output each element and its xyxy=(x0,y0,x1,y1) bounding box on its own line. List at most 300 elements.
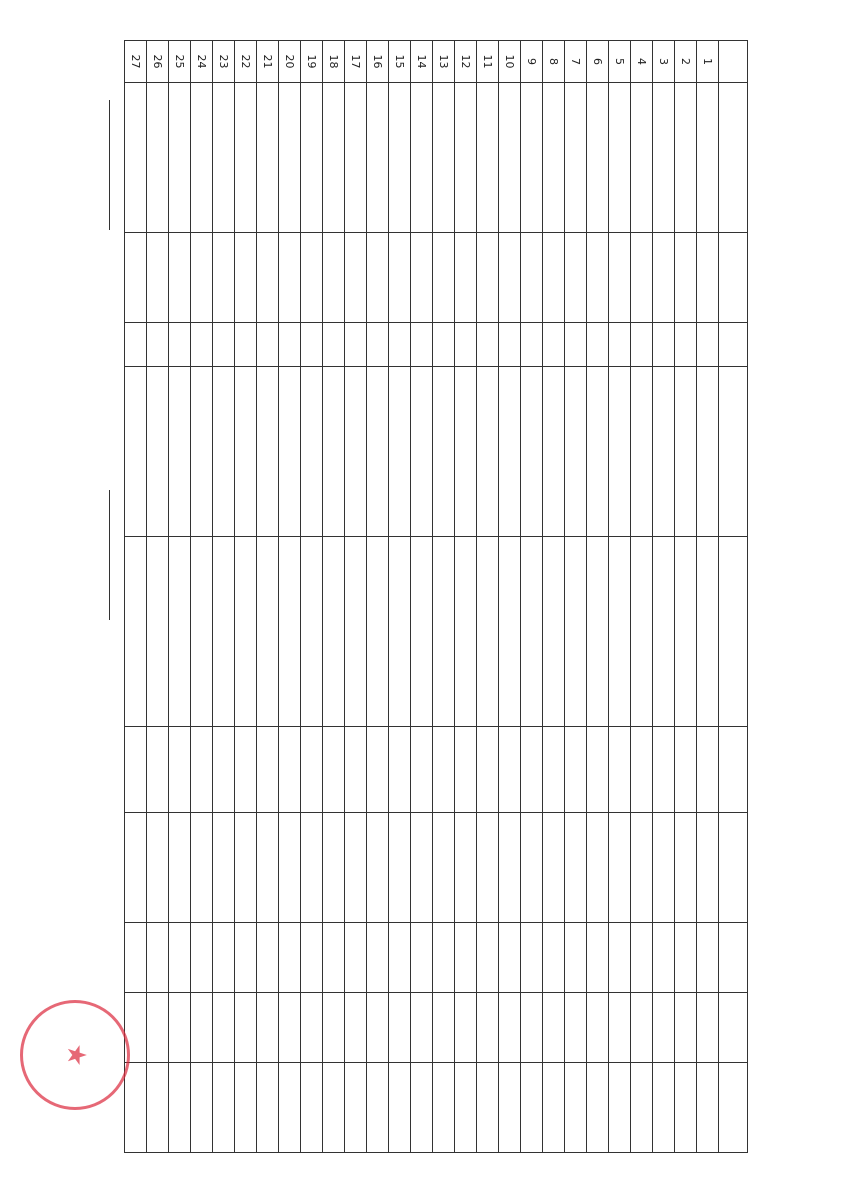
table-row xyxy=(235,41,257,1153)
table-cell xyxy=(455,993,477,1063)
table-cell xyxy=(169,727,191,813)
table-cell xyxy=(433,537,455,727)
table-cell xyxy=(697,233,719,323)
table-cell xyxy=(587,233,609,323)
table-cell xyxy=(675,813,697,923)
table-cell xyxy=(521,537,543,727)
table-cell xyxy=(323,1063,345,1153)
table-cell xyxy=(301,537,323,727)
table-cell xyxy=(653,993,675,1063)
table-cell xyxy=(587,727,609,813)
table-cell xyxy=(521,367,543,537)
row-seq-cell: 25 xyxy=(169,41,191,83)
column-header xyxy=(719,323,748,367)
table-cell xyxy=(697,727,719,813)
table-cell xyxy=(213,323,235,367)
responsible-signature-line xyxy=(109,490,110,620)
table-cell xyxy=(125,367,147,537)
table-row xyxy=(301,41,323,1153)
table-cell xyxy=(411,727,433,813)
table-cell xyxy=(367,813,389,923)
row-seq-cell: 20 xyxy=(279,41,301,83)
table-cell xyxy=(587,367,609,537)
table-cell xyxy=(433,323,455,367)
table-body xyxy=(125,41,719,1153)
table-cell xyxy=(433,993,455,1063)
table-cell xyxy=(235,233,257,323)
table-cell xyxy=(191,537,213,727)
table-cell xyxy=(477,537,499,727)
row-seq-cell: 17 xyxy=(345,41,367,83)
table-cell xyxy=(675,323,697,367)
table-cell xyxy=(279,813,301,923)
table-cell xyxy=(565,727,587,813)
table-row xyxy=(653,41,675,1153)
table-cell xyxy=(389,1063,411,1153)
table-cell xyxy=(411,813,433,923)
table-cell xyxy=(389,367,411,537)
table-cell xyxy=(455,537,477,727)
table-row xyxy=(609,41,631,1153)
table-cell xyxy=(631,323,653,367)
table-cell xyxy=(609,993,631,1063)
table-cell xyxy=(235,83,257,233)
table-cell xyxy=(279,727,301,813)
row-seq-cell: 5 xyxy=(609,41,631,83)
table-cell xyxy=(213,83,235,233)
table-cell xyxy=(543,813,565,923)
table-cell xyxy=(213,537,235,727)
table-cell xyxy=(169,813,191,923)
table-cell xyxy=(257,993,279,1063)
table-cell xyxy=(543,367,565,537)
table-cell xyxy=(147,83,169,233)
table-cell xyxy=(543,727,565,813)
page-indicator xyxy=(22,480,38,720)
table-cell xyxy=(631,923,653,993)
table-cell xyxy=(609,323,631,367)
table-cell xyxy=(323,537,345,727)
table-cell xyxy=(147,323,169,367)
table-cell xyxy=(301,813,323,923)
table-cell xyxy=(367,83,389,233)
table-row xyxy=(521,41,543,1153)
table-cell xyxy=(257,83,279,233)
table-cell xyxy=(389,923,411,993)
table-cell xyxy=(213,993,235,1063)
roster-table xyxy=(124,40,748,1153)
table-cell xyxy=(125,1063,147,1153)
table-cell xyxy=(279,1063,301,1153)
table-cell xyxy=(675,367,697,537)
table-cell xyxy=(675,727,697,813)
table-cell xyxy=(609,1063,631,1153)
table-cell xyxy=(455,323,477,367)
table-cell xyxy=(565,923,587,993)
table-cell xyxy=(609,233,631,323)
table-cell xyxy=(521,323,543,367)
column-header xyxy=(719,233,748,323)
table-cell xyxy=(499,813,521,923)
table-cell xyxy=(653,727,675,813)
table-cell xyxy=(389,813,411,923)
row-seq-cell: 24 xyxy=(191,41,213,83)
table-cell xyxy=(653,813,675,923)
table-cell xyxy=(213,233,235,323)
table-cell xyxy=(675,923,697,993)
table-cell xyxy=(125,923,147,993)
table-cell xyxy=(345,323,367,367)
table-cell xyxy=(499,1063,521,1153)
table-cell xyxy=(323,233,345,323)
table-cell xyxy=(565,83,587,233)
table-cell xyxy=(697,813,719,923)
table-cell xyxy=(235,537,257,727)
table-cell xyxy=(433,727,455,813)
table-cell xyxy=(433,367,455,537)
table-cell xyxy=(147,537,169,727)
row-seq-cell: 14 xyxy=(411,41,433,83)
table-cell xyxy=(125,233,147,323)
table-cell xyxy=(389,993,411,1063)
table-cell xyxy=(521,993,543,1063)
row-seq-cell: 9 xyxy=(521,41,543,83)
table-cell xyxy=(323,813,345,923)
table-row xyxy=(389,41,411,1153)
table-cell xyxy=(477,367,499,537)
document-title xyxy=(810,0,834,1200)
table-cell xyxy=(543,923,565,993)
table-row xyxy=(477,41,499,1153)
table-cell xyxy=(323,727,345,813)
table-cell xyxy=(389,727,411,813)
table-row xyxy=(191,41,213,1153)
table-cell xyxy=(323,323,345,367)
table-cell xyxy=(565,1063,587,1153)
table-cell xyxy=(169,233,191,323)
table-cell xyxy=(543,233,565,323)
table-cell xyxy=(169,323,191,367)
exam-time xyxy=(762,700,776,1152)
table-cell xyxy=(367,923,389,993)
table-cell xyxy=(455,727,477,813)
table-cell xyxy=(235,923,257,993)
table-row xyxy=(675,41,697,1153)
table-row xyxy=(169,41,191,1153)
row-seq-cell: 7 xyxy=(565,41,587,83)
column-header xyxy=(719,993,748,1063)
table-row xyxy=(367,41,389,1153)
table-cell xyxy=(499,83,521,233)
row-seq-cell: 2 xyxy=(675,41,697,83)
table-cell xyxy=(521,1063,543,1153)
column-header xyxy=(719,41,748,83)
table-cell xyxy=(279,923,301,993)
table-cell xyxy=(697,537,719,727)
table-cell xyxy=(433,233,455,323)
table-cell xyxy=(697,323,719,367)
table-cell xyxy=(301,1063,323,1153)
table-cell xyxy=(631,367,653,537)
table-cell xyxy=(235,323,257,367)
table-cell xyxy=(411,993,433,1063)
table-cell xyxy=(433,923,455,993)
table-cell xyxy=(477,83,499,233)
table-cell xyxy=(477,813,499,923)
table-cell xyxy=(477,993,499,1063)
plan-code xyxy=(762,40,776,600)
row-seq-cell: 12 xyxy=(455,41,477,83)
table-cell xyxy=(477,1063,499,1153)
row-seq-cell: 4 xyxy=(631,41,653,83)
column-header xyxy=(719,923,748,993)
table-row xyxy=(147,41,169,1153)
table-cell xyxy=(565,233,587,323)
table-cell xyxy=(653,537,675,727)
table-cell xyxy=(125,83,147,233)
table-cell xyxy=(257,813,279,923)
table-cell xyxy=(587,1063,609,1153)
table-cell xyxy=(191,993,213,1063)
table-cell xyxy=(675,1063,697,1153)
table-cell xyxy=(323,923,345,993)
table-cell xyxy=(235,993,257,1063)
table-cell xyxy=(125,727,147,813)
table-cell xyxy=(147,367,169,537)
table-cell xyxy=(301,323,323,367)
table-cell xyxy=(235,727,257,813)
table-cell xyxy=(587,813,609,923)
column-header xyxy=(719,367,748,537)
table-cell xyxy=(587,537,609,727)
table-cell xyxy=(499,923,521,993)
table-cell xyxy=(191,367,213,537)
table-cell xyxy=(675,233,697,323)
table-row xyxy=(345,41,367,1153)
row-seq-cell: 23 xyxy=(213,41,235,83)
table-cell xyxy=(631,83,653,233)
table-cell xyxy=(609,537,631,727)
table-cell xyxy=(587,323,609,367)
table-cell xyxy=(301,233,323,323)
table-cell xyxy=(367,233,389,323)
table-cell xyxy=(323,83,345,233)
table-cell xyxy=(323,993,345,1063)
column-header xyxy=(719,537,748,727)
table-cell xyxy=(411,233,433,323)
row-seq-cell: 15 xyxy=(389,41,411,83)
table-cell xyxy=(411,367,433,537)
table-row xyxy=(323,41,345,1153)
table-cell xyxy=(389,233,411,323)
table-cell xyxy=(631,1063,653,1153)
table-cell xyxy=(125,537,147,727)
table-cell xyxy=(631,233,653,323)
table-cell xyxy=(257,233,279,323)
table-cell xyxy=(499,323,521,367)
table-row xyxy=(125,41,147,1153)
table-cell xyxy=(653,233,675,323)
table-cell xyxy=(521,83,543,233)
row-seq-cell: 19 xyxy=(301,41,323,83)
row-seq-cell: 21 xyxy=(257,41,279,83)
table-cell xyxy=(543,83,565,233)
table-row xyxy=(697,41,719,1153)
table-cell xyxy=(345,367,367,537)
table-cell xyxy=(257,537,279,727)
table-cell xyxy=(433,813,455,923)
table-cell xyxy=(279,323,301,367)
row-seq-cell: 13 xyxy=(433,41,455,83)
table-cell xyxy=(653,1063,675,1153)
table-cell xyxy=(213,923,235,993)
table-cell xyxy=(477,923,499,993)
row-seq-cell: 27 xyxy=(125,41,147,83)
table-cell xyxy=(521,813,543,923)
seal-star-icon: ★ xyxy=(61,1043,91,1067)
responsible-label xyxy=(110,430,126,490)
table-cell xyxy=(521,727,543,813)
table-cell xyxy=(631,813,653,923)
table-cell xyxy=(191,923,213,993)
table-cell xyxy=(257,923,279,993)
table-cell xyxy=(257,1063,279,1153)
table-cell xyxy=(565,813,587,923)
table-cell xyxy=(169,367,191,537)
table-cell xyxy=(279,83,301,233)
table-cell xyxy=(323,367,345,537)
table-row xyxy=(279,41,301,1153)
table-cell xyxy=(367,367,389,537)
row-seq-cell: 6 xyxy=(587,41,609,83)
table-cell xyxy=(565,323,587,367)
table-cell xyxy=(455,923,477,993)
table-cell xyxy=(697,993,719,1063)
table-cell xyxy=(367,993,389,1063)
table-cell xyxy=(147,727,169,813)
table-cell xyxy=(191,83,213,233)
filler-signature-line xyxy=(109,100,110,230)
table-cell xyxy=(125,323,147,367)
table-cell xyxy=(587,923,609,993)
table-cell xyxy=(345,727,367,813)
table-cell xyxy=(345,537,367,727)
table-cell xyxy=(345,233,367,323)
table-row xyxy=(455,41,477,1153)
table-cell xyxy=(301,83,323,233)
table-cell xyxy=(191,813,213,923)
table-cell xyxy=(565,537,587,727)
table-cell xyxy=(653,323,675,367)
table-cell xyxy=(697,83,719,233)
table-cell xyxy=(235,813,257,923)
table-cell xyxy=(631,993,653,1063)
download-time xyxy=(782,700,796,1152)
table-cell xyxy=(169,993,191,1063)
row-seq-cell: 10 xyxy=(499,41,521,83)
row-seq-cell: 16 xyxy=(367,41,389,83)
table-row xyxy=(213,41,235,1153)
table-cell xyxy=(345,923,367,993)
table-cell xyxy=(147,993,169,1063)
row-seq-cell: 22 xyxy=(235,41,257,83)
table-cell xyxy=(543,323,565,367)
plan-name xyxy=(782,40,796,600)
official-seal xyxy=(20,1000,130,1110)
table-cell xyxy=(477,233,499,323)
table-row xyxy=(411,41,433,1153)
table-cell xyxy=(345,813,367,923)
table-cell xyxy=(675,993,697,1063)
table-cell xyxy=(367,537,389,727)
table-cell xyxy=(147,923,169,993)
table-cell xyxy=(675,537,697,727)
table-cell xyxy=(411,537,433,727)
table-cell xyxy=(147,1063,169,1153)
table-cell xyxy=(411,923,433,993)
table-cell xyxy=(455,83,477,233)
table-cell xyxy=(565,367,587,537)
table-cell xyxy=(191,323,213,367)
table-cell xyxy=(235,1063,257,1153)
table-cell xyxy=(301,367,323,537)
table-cell xyxy=(697,923,719,993)
table-cell xyxy=(191,727,213,813)
row-seq-cell: 8 xyxy=(543,41,565,83)
row-seq-cell: 26 xyxy=(147,41,169,83)
table-cell xyxy=(675,83,697,233)
table-cell xyxy=(565,993,587,1063)
table-cell xyxy=(609,83,631,233)
table-cell xyxy=(631,537,653,727)
table-cell xyxy=(367,727,389,813)
table-cell xyxy=(389,323,411,367)
table-cell xyxy=(147,233,169,323)
table-row xyxy=(631,41,653,1153)
table-cell xyxy=(499,993,521,1063)
table-cell xyxy=(169,923,191,993)
table-cell xyxy=(433,83,455,233)
table-header-row xyxy=(719,41,748,1153)
table-row xyxy=(587,41,609,1153)
table-cell xyxy=(191,1063,213,1153)
table-cell xyxy=(301,993,323,1063)
table-cell xyxy=(213,367,235,537)
filler-label xyxy=(110,40,126,100)
table-cell xyxy=(521,923,543,993)
table-cell xyxy=(257,323,279,367)
table-cell xyxy=(191,233,213,323)
column-header xyxy=(719,83,748,233)
table-cell xyxy=(499,537,521,727)
table-cell xyxy=(257,367,279,537)
column-header xyxy=(719,727,748,813)
table-cell xyxy=(301,727,323,813)
table-cell xyxy=(345,993,367,1063)
table-cell xyxy=(609,923,631,993)
table-cell xyxy=(345,83,367,233)
table-cell xyxy=(455,367,477,537)
row-seq-cell: 1 xyxy=(697,41,719,83)
table-cell xyxy=(125,813,147,923)
table-cell xyxy=(279,233,301,323)
table-cell xyxy=(257,727,279,813)
table-cell xyxy=(455,813,477,923)
table-cell xyxy=(169,537,191,727)
row-seq-cell: 18 xyxy=(323,41,345,83)
table-cell xyxy=(499,367,521,537)
table-cell xyxy=(367,323,389,367)
